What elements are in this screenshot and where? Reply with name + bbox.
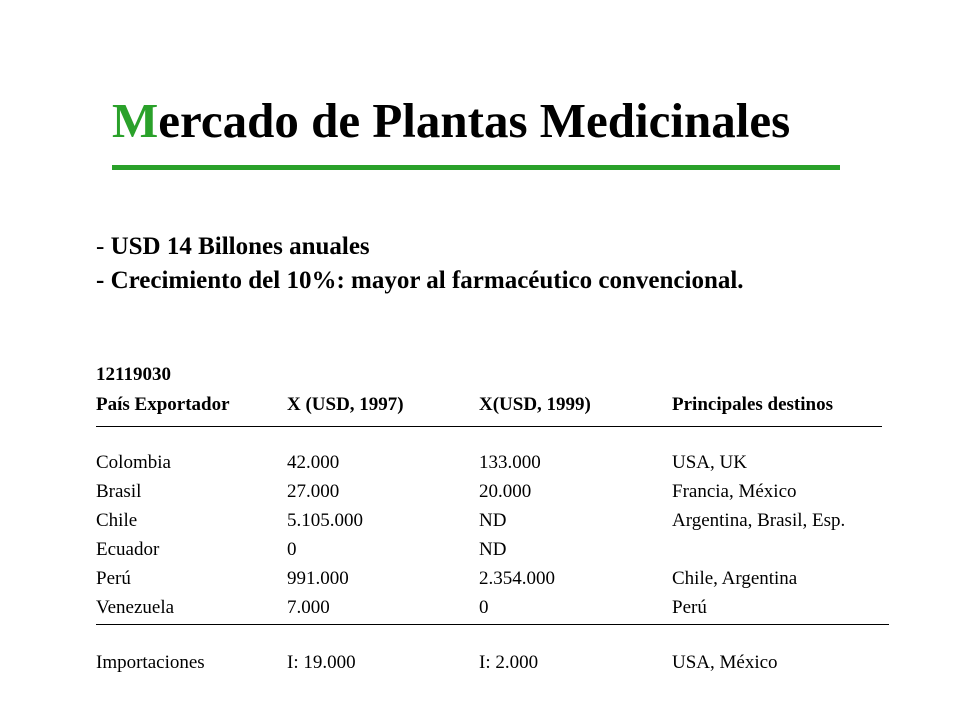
title-first-letter: M xyxy=(112,93,159,148)
bullet-list xyxy=(96,230,744,298)
table-cell: 2.354.000 xyxy=(479,568,555,589)
title-underline xyxy=(112,165,840,170)
header-divider xyxy=(96,426,882,427)
imports-row xyxy=(96,652,896,676)
table-cell: Argentina, Brasil, Esp. xyxy=(672,510,846,531)
bullet-item xyxy=(96,230,744,264)
table-cell: Brasil xyxy=(96,481,142,502)
header-cell: País Exportador xyxy=(96,394,230,415)
table-cell: Chile, Argentina xyxy=(672,568,798,589)
table-cell: 5.105.000 xyxy=(287,510,363,531)
table-cell: ND xyxy=(479,510,507,531)
table-row xyxy=(96,597,896,621)
table-cell: Perú xyxy=(96,568,131,589)
table-cell: USA, UK xyxy=(672,452,747,473)
header-cell: X (USD, 1997) xyxy=(287,394,404,415)
bullet-dash: - xyxy=(96,233,105,260)
tariff-code: 12119030 xyxy=(96,364,171,385)
bullet-text: USD 14 Billones anuales xyxy=(110,233,370,260)
table-cell: I: 19.000 xyxy=(287,652,356,673)
header-cell: Principales destinos xyxy=(672,394,833,415)
table-row xyxy=(96,481,896,505)
table-cell: Importaciones xyxy=(96,652,205,673)
table-row xyxy=(96,539,896,563)
footer-divider xyxy=(96,624,889,625)
table-cell: 133.000 xyxy=(479,452,541,473)
table-cell: 20.000 xyxy=(479,481,532,502)
table-cell: 991.000 xyxy=(287,568,349,589)
table-cell: 0 xyxy=(479,597,489,618)
table-cell: I: 2.000 xyxy=(479,652,539,673)
table-cell: Ecuador xyxy=(96,539,160,560)
bullet-text: Crecimiento del 10%: mayor al farmacéutico convencional. xyxy=(110,267,744,294)
table-cell: 0 xyxy=(287,539,297,560)
title-rest: ercado de Plantas Medicinales xyxy=(158,93,791,148)
table-row xyxy=(96,568,896,592)
slide-title xyxy=(112,93,791,148)
table-cell: Chile xyxy=(96,510,138,531)
table-row xyxy=(96,510,896,534)
table-cell: Colombia xyxy=(96,452,171,473)
table-cell: 42.000 xyxy=(287,452,340,473)
bullet-dash: - xyxy=(96,267,105,294)
header-cell: X(USD, 1999) xyxy=(479,394,591,415)
table-cell: Venezuela xyxy=(96,597,175,618)
bullet-item xyxy=(96,264,744,298)
table-row xyxy=(96,452,896,476)
table-cell: 27.000 xyxy=(287,481,340,502)
table-cell: 7.000 xyxy=(287,597,330,618)
table-cell: ND xyxy=(479,539,507,560)
table-cell: USA, México xyxy=(672,652,778,673)
table-header-row xyxy=(96,394,896,418)
table-cell: Francia, México xyxy=(672,481,797,502)
table-cell: Perú xyxy=(672,597,707,618)
